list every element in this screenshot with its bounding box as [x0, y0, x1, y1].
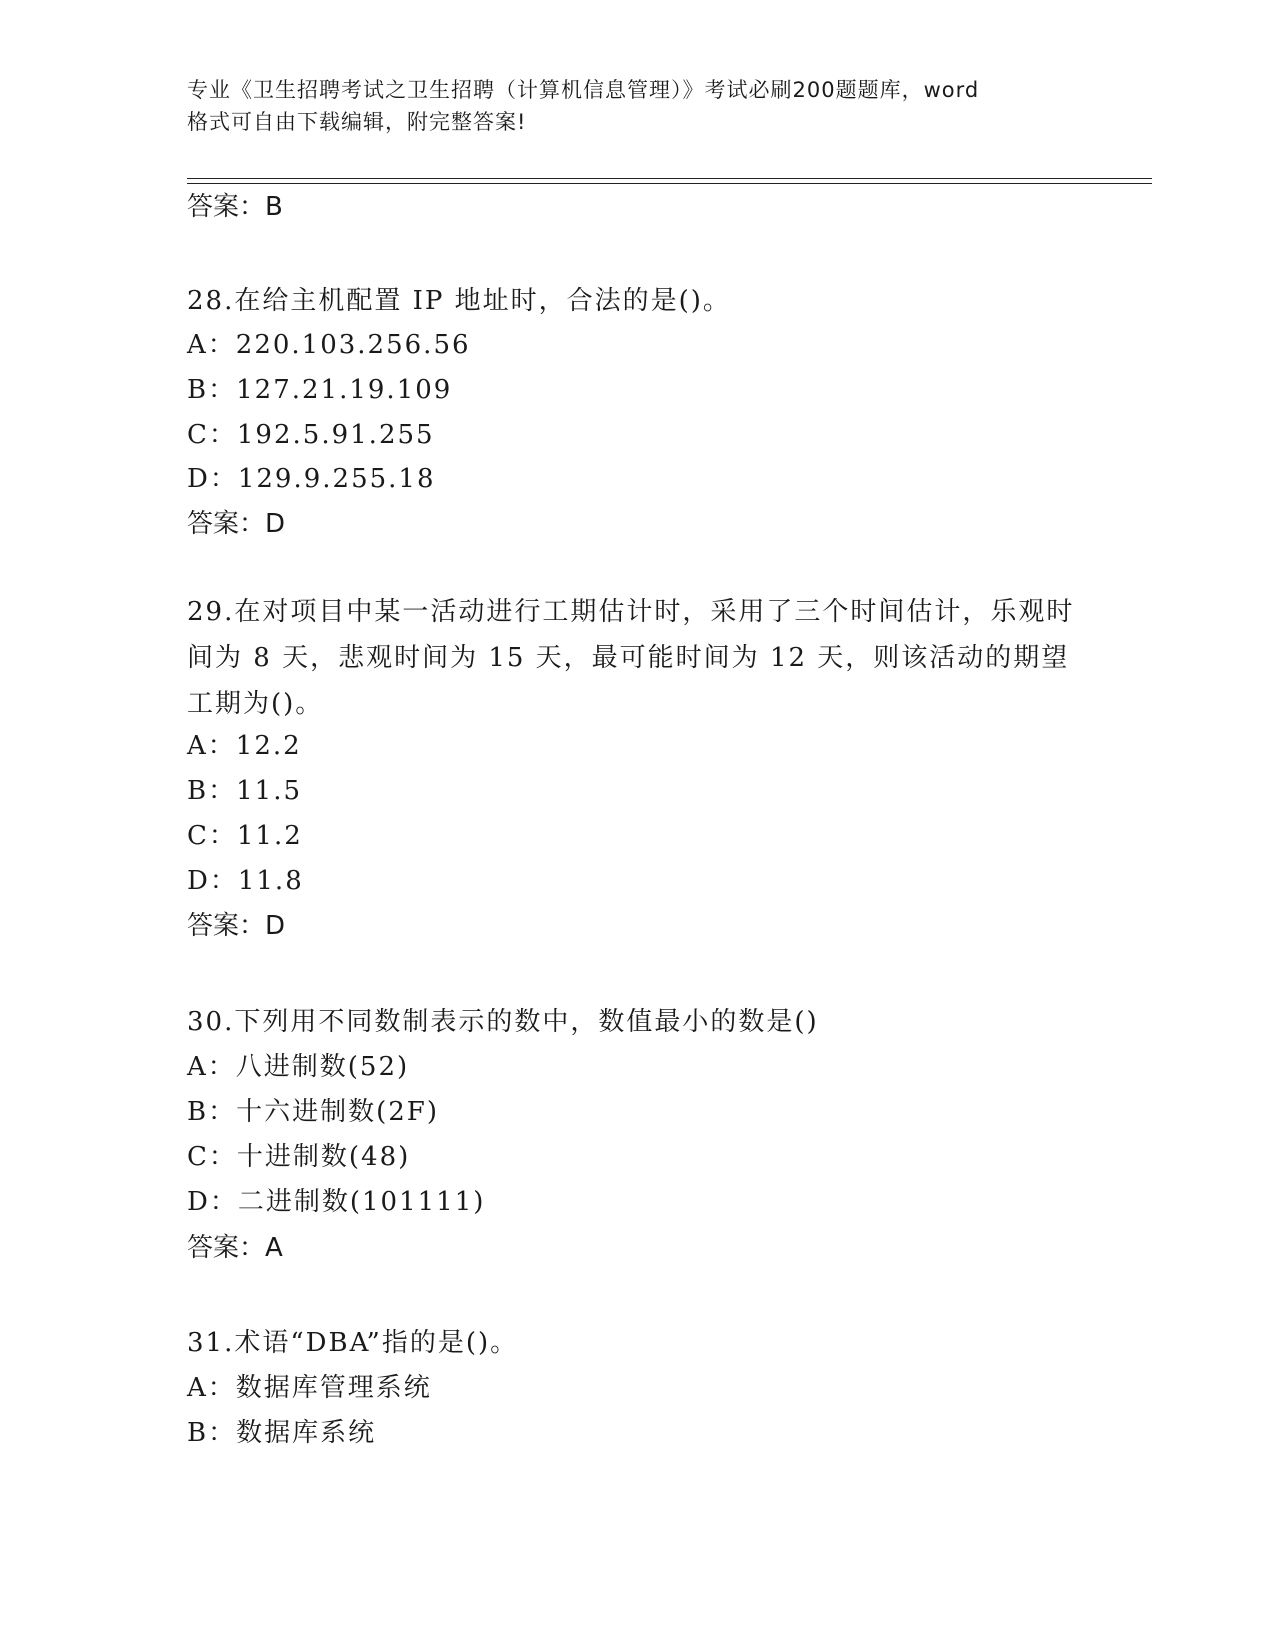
question-29-option-a: A：12.2: [187, 731, 302, 761]
question-28-option-d: D：129.9.255.18: [187, 464, 436, 494]
answer-29: 答案：D: [187, 911, 286, 941]
question-31-option-a: A：数据库管理系统: [187, 1373, 432, 1403]
header-divider-top: [187, 178, 1152, 179]
answer-30: 答案：A: [187, 1233, 283, 1263]
question-30-option-a: A：八进制数(52): [187, 1052, 410, 1082]
header-line-1: 专业《卫生招聘考试之卫生招聘（计算机信息管理）》考试必刷200题题库，word: [187, 78, 980, 102]
document-header: [187, 74, 1087, 138]
question-30-option-b: B：十六进制数(2F): [187, 1097, 439, 1127]
header-line-2: 格式可自由下载编辑，附完整答案!: [187, 110, 527, 134]
question-28-option-a: A：220.103.256.56: [187, 330, 471, 360]
question-28-option-c: C：192.5.91.255: [187, 420, 435, 450]
question-29-text: 29.在对项目中某一活动进行工期估计时，采用了三个时间估计，乐观时间为 8 天，悲观时间为 15 天，最可能时间为 12 天，则该活动的期望工期为()。: [187, 597, 1075, 719]
question-29-option-d: D：11.8: [187, 866, 304, 896]
question-30-option-c: C：十进制数(48): [187, 1142, 411, 1172]
question-29-option-b: B：11.5: [187, 776, 302, 806]
question-31-text: 31.术语“DBA”指的是()。: [187, 1328, 519, 1358]
answer-28: 答案：D: [187, 509, 286, 539]
answer-27: 答案：B: [187, 192, 283, 222]
question-30-text: 30.下列用不同数制表示的数中，数值最小的数是(): [187, 1007, 819, 1037]
question-30-option-d: D：二进制数(101111): [187, 1187, 486, 1217]
question-28-text: 28.在给主机配置 IP 地址时，合法的是()。: [187, 286, 731, 316]
question-29-option-c: C：11.2: [187, 821, 303, 851]
header-divider-bottom: [187, 183, 1152, 184]
question-28-option-b: B：127.21.19.109: [187, 375, 453, 405]
question-31-option-b: B：数据库系统: [187, 1418, 377, 1448]
